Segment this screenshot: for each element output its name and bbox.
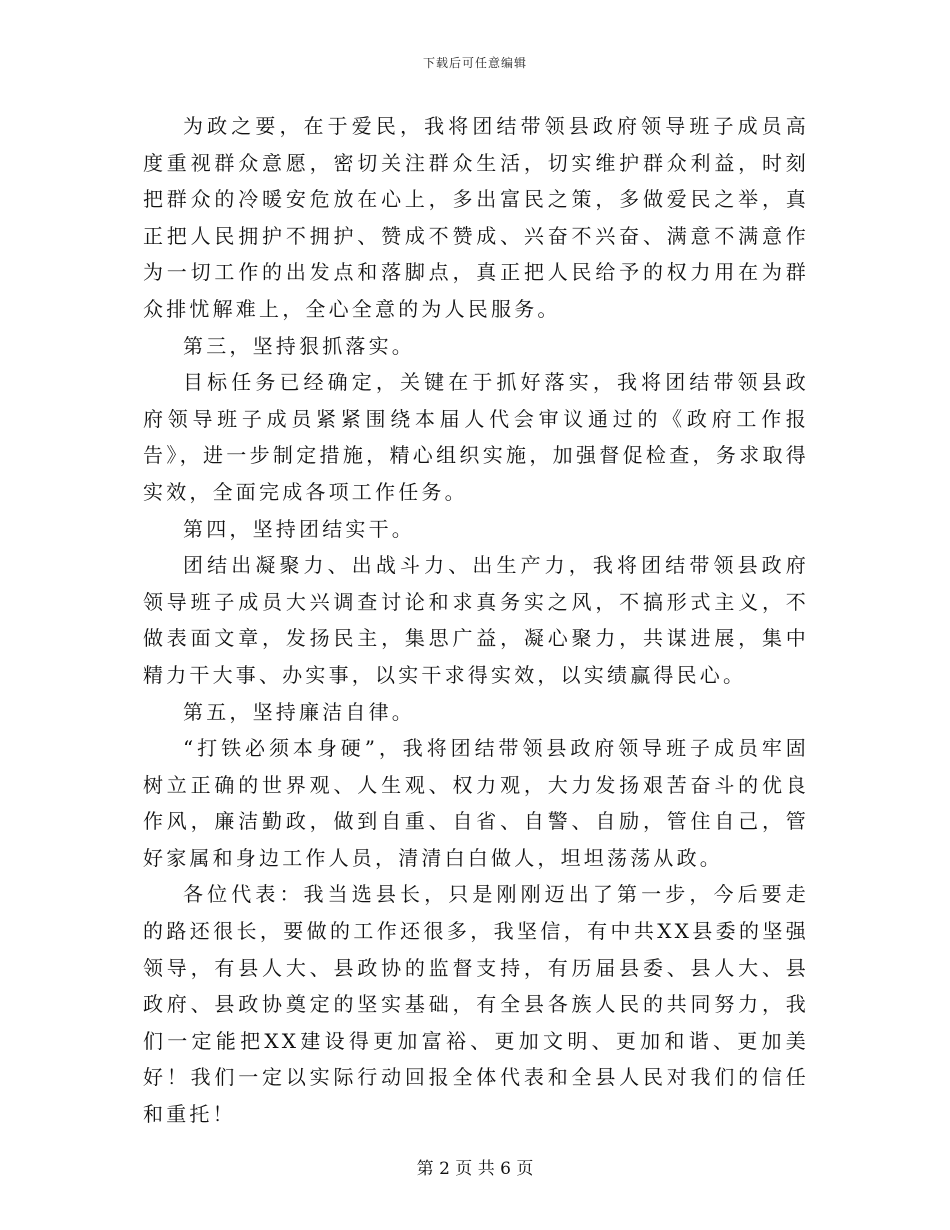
paragraph-unity: 团结出凝聚力、出战斗力、出生产力，我将团结带领县政府领导班子成员大兴调查讨论和求真务实之风，不搞形式主义，不做表面文章，发扬民主，集思广益，凝心聚力，共谋进展，集中精力干大事、办实事，以实干求得实效，以实绩赢得民心。 xyxy=(143,553,809,687)
document-body xyxy=(143,108,809,1133)
heading-third-implementation: 第三，坚持狠抓落实。 xyxy=(183,333,415,358)
header-note: 下载后可任意编辑 xyxy=(422,56,527,70)
paragraph-integrity: “打铁必须本身硬”，我将团结带领县政府领导班子成员牢固树立正确的世界观、人生观、权力观，大力发扬艰苦奋斗的优良作风，廉洁勤政，做到自重、自省、自警、自励，管住自己，管好家属和身边工作人员，清清白白做人，坦坦荡荡从政。 xyxy=(143,736,809,870)
paragraph-closing: 各位代表：我当选县长，只是刚刚迈出了第一步，今后要走的路还很长，要做的工作还很多，我坚信，有中共XX县委的坚强领导，有县人大、县政协的监督支持，有历届县委、县人大、县政府、县政协奠定的坚实基础，有全县各族人民的共同努力，我们一定能把XX建设得更加富裕、更加文明、更加和谐、更加美好！我们一定以实际行动回报全体代表和全县人民对我们的信任和重托！ xyxy=(143,882,809,1127)
heading-fifth-integrity: 第五，坚持廉洁自律。 xyxy=(183,699,415,724)
paragraph-serve-people: 为政之要，在于爱民，我将团结带领县政府领导班子成员高度重视群众意愿，密切关注群众生活，切实维护群众利益，时刻把群众的冷暖安危放在心上，多出富民之策，多做爱民之举，真正把人民拥护不拥护、赞成不赞成、兴奋不兴奋、满意不满意作为一切工作的出发点和落脚点，真正把人民给予的权力用在为群众排忧解难上，全心全意的为人民服务。 xyxy=(143,114,809,321)
page-number: 第 2 页 共 6 页 xyxy=(416,1159,534,1179)
page-footer xyxy=(0,1154,950,1179)
heading-fourth-unity: 第四，坚持团结实干。 xyxy=(183,516,415,541)
paragraph-implementation: 目标任务已经确定，关键在于抓好落实，我将团结带领县政府领导班子成员紧紧围绕本届人代会审议通过的《政府工作报告》，进一步制定措施，精心组织实施，加强督促检查，务求取得实效，全面完成各项工作任务。 xyxy=(143,370,809,504)
